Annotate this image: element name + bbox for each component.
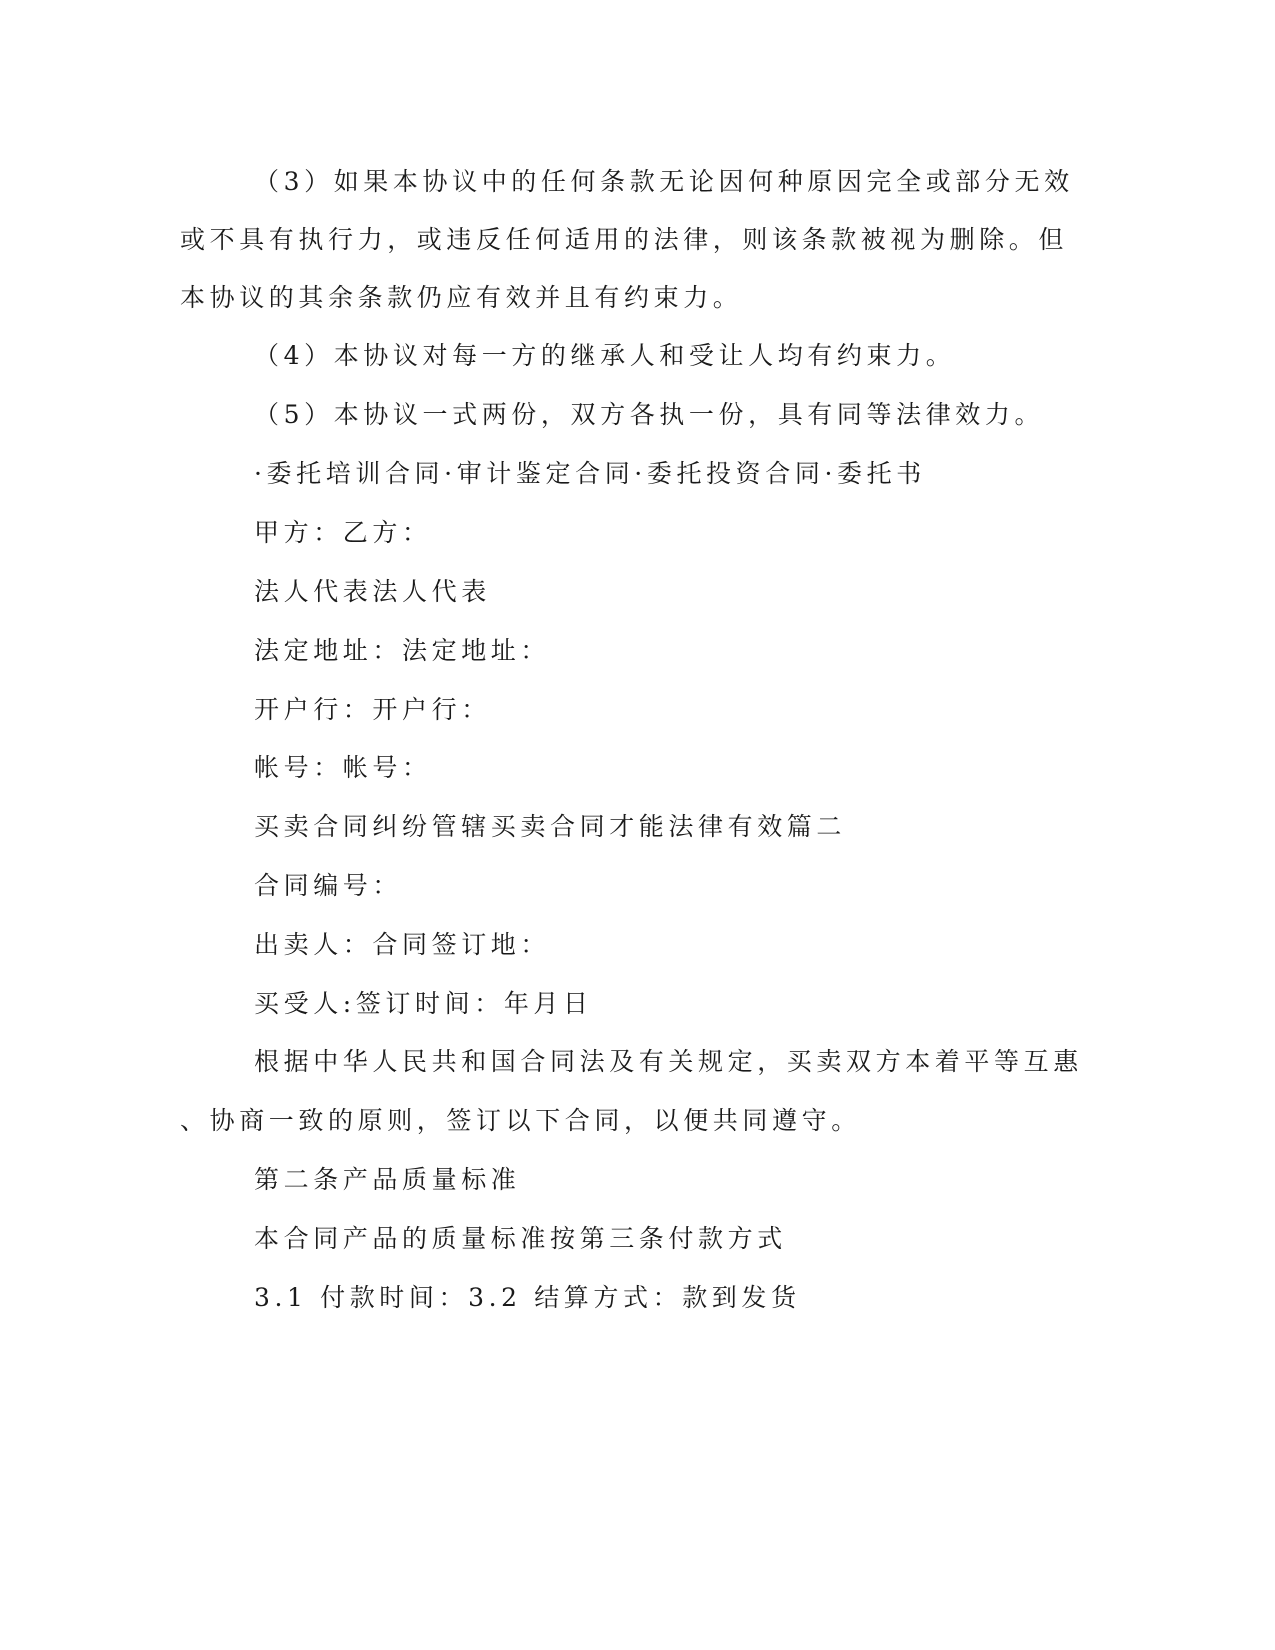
party-ab: 甲方：乙方： xyxy=(254,518,432,547)
paragraph-3-line-2: 或不具有执行力，或违反任何适用的法律，则该条款被视为删除。但 xyxy=(180,225,1069,254)
paragraph-5: （5）本协议一式两份，双方各执一份，具有同等法律效力。 xyxy=(254,400,1045,429)
legal-representative: 法人代表法人代表 xyxy=(254,577,491,606)
buyer-line: 买受人:签订时间：年月日 xyxy=(254,989,593,1018)
payment-terms: 3.1 付款时间：3.2 结算方式：款到发货 xyxy=(254,1283,801,1312)
paragraph-4: （4）本协议对每一方的继承人和受让人均有约束力。 xyxy=(254,341,956,370)
section-title: 买卖合同纠纷管辖买卖合同才能法律有效篇二 xyxy=(254,812,847,841)
contract-number: 合同编号： xyxy=(254,871,403,900)
paragraph-3-line-1: （3）如果本协议中的任何条款无论因何种原因完全或部分无效 xyxy=(254,167,1074,196)
article-2-body: 本合同产品的质量标准按第三条付款方式 xyxy=(254,1224,787,1253)
paragraph-3-line-3: 本协议的其余条款仍应有效并且有约束力。 xyxy=(180,283,743,312)
article-2-title: 第二条产品质量标准 xyxy=(254,1165,521,1194)
bank-name: 开户行：开户行： xyxy=(254,695,491,724)
intro-line-2: 、协商一致的原则，签订以下合同，以便共同遵守。 xyxy=(180,1106,861,1135)
related-links: ·委托培训合同·审计鉴定合同·委托投资合同·委托书 xyxy=(254,459,926,488)
account-number: 帐号：帐号： xyxy=(254,753,432,782)
seller-line: 出卖人：合同签订地： xyxy=(254,930,551,959)
legal-address: 法定地址：法定地址： xyxy=(254,636,551,665)
intro-line-1: 根据中华人民共和国合同法及有关规定，买卖双方本着平等互惠 xyxy=(254,1047,1083,1076)
